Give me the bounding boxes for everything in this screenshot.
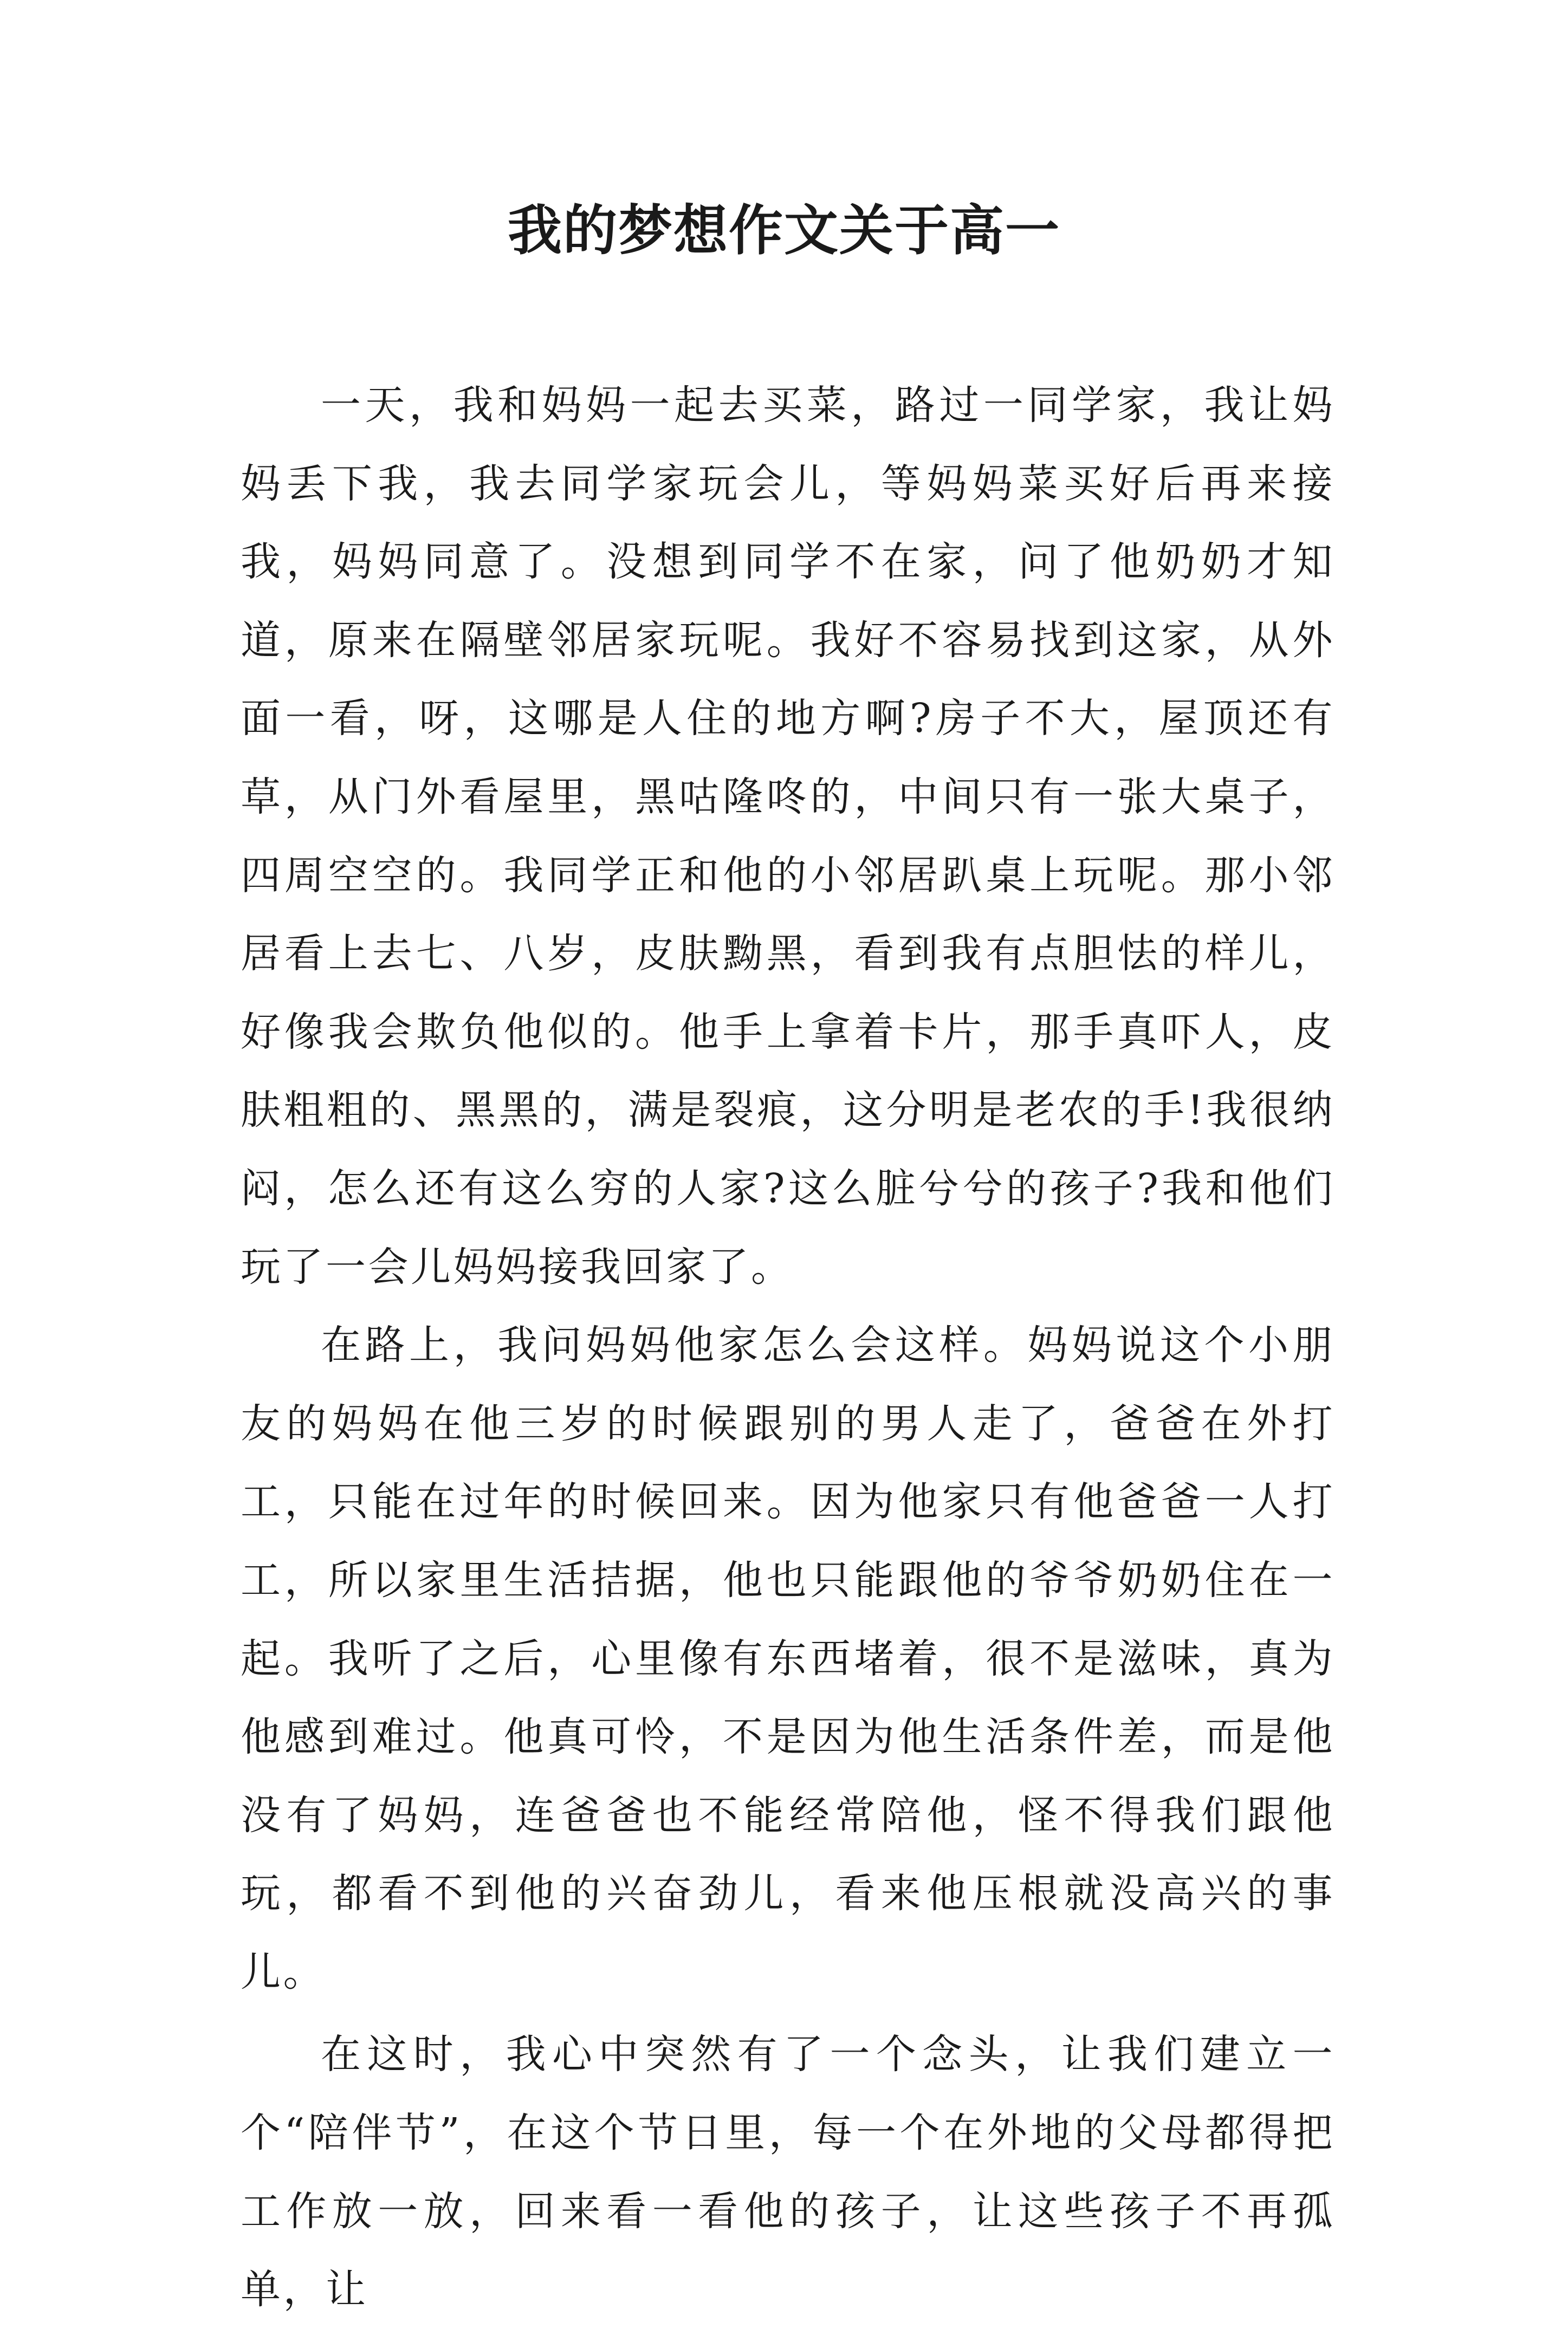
paragraph-1: 一天，我和妈妈一起去买菜，路过一同学家，我让妈妈丢下我，我去同学家玩会儿，等妈妈菜买好后再来接我，妈妈同意了。没想到同学不在家，问了他奶奶才知道，原来在隔壁邻居家玩呢。我好不容易找到这家，从外面一看，呀，这哪是人住的地方啊?房子不大，屋顶还有草，从门外看屋里，黑咕隆咚的，中间只有一张大桌子，四周空空的。我同学正和他的小邻居趴桌上玩呢。那小邻居看上去七、八岁，皮肤黝黑，看到我有点胆怯的样儿，好像我会欺负他似的。他手上拿着卡片，那手真吓人，皮肤粗粗的、黑黑的，满是裂痕，这分明是老农的手!我很纳闷，怎么还有这么穷的人家?这么脏兮兮的孩子?我和他们玩了一会儿妈妈接我回家了。 <box>241 382 1335 1290</box>
paragraph-2: 在路上，我问妈妈他家怎么会这样。妈妈说这个小朋友的妈妈在他三岁的时候跟别的男人走了，爸爸在外打工，只能在过年的时候回来。因为他家只有他爸爸一人打工，所以家里生活拮据，他也只能跟他的爷爷奶奶住在一起。我听了之后，心里像有东西堵着，很不是滋味，真为他感到难过。他真可怜，不是因为他生活条件差，而是他没有了妈妈，连爸爸也不能经常陪他，怪不得我们跟他玩，都看不到他的兴奋劲儿，看来他压根就没高兴的事儿。 <box>241 1322 1335 1995</box>
document-body <box>241 366 1335 2329</box>
document-title: 我的梦想作文关于高一 <box>508 198 1060 262</box>
paragraph-3: 在这时，我心中突然有了一个念头，让我们建立一个“陪伴节”，在这个节日里，每一个在外地的父母都得把工作放一放，回来看一看他的孩子，让这些孩子不再孤单，让 <box>241 2031 1335 2313</box>
